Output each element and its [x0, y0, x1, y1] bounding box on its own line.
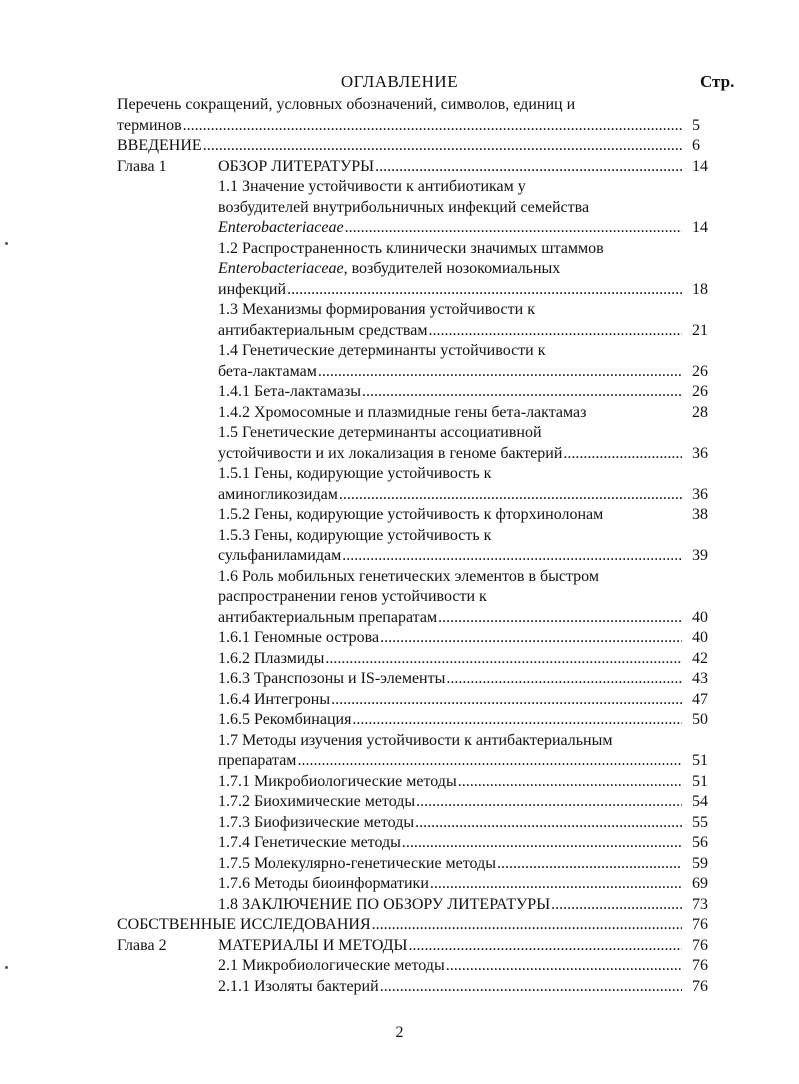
toc-page-number: 54	[692, 793, 708, 810]
toc-entry	[117, 95, 720, 116]
toc-entry	[117, 382, 720, 403]
toc-page-number: 42	[692, 649, 708, 667]
toc-entry-title	[218, 895, 682, 916]
toc-entry-title	[218, 157, 682, 178]
toc-entry-text: 1.6.3 Транспозоны и IS-элементы	[218, 670, 446, 687]
toc-entry	[117, 587, 720, 608]
toc-entry-title	[218, 177, 682, 198]
page-column-label: Стр.	[700, 72, 735, 91]
toc-entry-title	[218, 792, 682, 813]
toc-entry-text: 2.1 Микробиологические методы	[218, 957, 445, 974]
toc-entry-title	[218, 977, 682, 998]
toc-entry-text: 1.6.5 Рекомбинация	[218, 711, 352, 728]
toc-chapter-label: Глава 1	[117, 157, 167, 175]
toc-entry-text: антибактериальным препаратам	[218, 608, 438, 626]
toc-page-number: 76	[692, 977, 708, 995]
toc-entry	[117, 710, 720, 731]
toc-entry-title	[218, 198, 682, 219]
toc-entry-title	[218, 567, 682, 588]
toc-page-number: 38	[692, 506, 708, 523]
toc-entry	[117, 505, 720, 526]
toc-entry-text: 1.3 Механизмы формирования устойчивости к	[218, 301, 535, 318]
toc-entry-title	[218, 341, 682, 362]
toc-entry	[117, 792, 720, 813]
toc-entry-text: 1.5 Генетические детерминанты ассоциативной	[218, 424, 542, 441]
toc-page-number: 40	[692, 608, 708, 626]
toc-page-number: 14	[692, 219, 708, 236]
toc-entry-text-suffix: , возбудителей нозокомиальных	[343, 260, 561, 277]
toc-entry-text: устойчивости и их локализация в геноме бактерий	[218, 444, 563, 462]
toc-entry-title	[218, 505, 682, 526]
toc-entry-title	[218, 874, 682, 895]
toc-entry-text: 1.6.1 Геномные острова	[218, 629, 380, 646]
toc-entry-title	[117, 136, 682, 157]
toc-entry-title	[218, 833, 682, 854]
toc-entry	[117, 669, 720, 690]
toc-entry	[117, 854, 720, 875]
toc-entry-title	[218, 403, 682, 424]
toc-entry-title	[218, 546, 682, 567]
toc-entry	[117, 956, 720, 977]
toc-entry-text: 1.1 Значение устойчивости к антибиотикам у	[218, 178, 526, 195]
toc-page-number: 21	[692, 321, 708, 339]
toc-entry-title	[218, 526, 682, 547]
toc-entry-title	[218, 362, 682, 383]
toc-entry-text: аминогликозидам	[218, 485, 338, 503]
toc-entry	[117, 300, 720, 321]
toc-entry	[117, 813, 720, 834]
toc-entry-text: 1.5.3 Гены, кодирующие устойчивость к	[218, 526, 492, 544]
toc-entry-text: возбудителей внутрибольничных инфекций семейства	[218, 198, 590, 216]
toc-entry-title	[218, 751, 682, 772]
toc-page-number: 26	[692, 383, 708, 400]
toc-entry-title	[218, 382, 682, 403]
toc-page-number: 36	[692, 444, 708, 462]
toc-entry-text: инфекций	[218, 280, 287, 298]
toc-entry	[117, 977, 720, 998]
toc-entry-text: 1.8 ЗАКЛЮЧЕНИЕ ПО ОБЗОРУ ЛИТЕРАТУРЫ	[218, 895, 551, 913]
toc-entry-text: 1.7.4 Генетические методы	[218, 834, 401, 851]
toc-page-number: 76	[692, 916, 708, 933]
toc-entry-text: препаратам	[218, 752, 297, 769]
toc-entry-text: ВВЕДЕНИЕ	[117, 137, 202, 154]
toc-entry	[117, 423, 720, 444]
toc-entry-title	[218, 649, 682, 670]
toc-entry-title	[218, 690, 682, 711]
toc-entry-text: 1.4 Генетические детерминанты устойчивости к	[218, 342, 546, 359]
toc-page-number: 59	[692, 854, 708, 872]
toc-entry	[117, 218, 720, 239]
toc-entry	[117, 936, 720, 957]
toc-entry-text: антибактериальным средствам	[218, 321, 428, 339]
toc-entry-text: 2.1.1 Изоляты бактерий	[218, 977, 379, 995]
toc-entry-title	[218, 444, 682, 465]
toc-entry	[117, 833, 720, 854]
toc-entry-title	[218, 936, 682, 957]
toc-entry-text: 1.2 Распространенность клинически значимых штаммов	[218, 239, 604, 257]
toc-entry-title	[218, 485, 682, 506]
toc-entry	[117, 628, 720, 649]
toc-entry-text: МАТЕРИАЛЫ И МЕТОДЫ	[218, 936, 408, 954]
toc-entry-title	[218, 608, 682, 629]
toc-page-number: 26	[692, 362, 708, 380]
toc-entry-text: 1.6 Роль мобильных генетических элементов в быстром	[218, 567, 599, 585]
toc-entry-text: терминов	[117, 116, 182, 134]
toc-page-number: 50	[692, 711, 708, 728]
toc-entry	[117, 239, 720, 260]
toc-entry	[117, 567, 720, 588]
toc-page-number: 5	[692, 116, 700, 134]
toc-entry-title	[218, 628, 682, 649]
toc-page-number: 36	[692, 485, 708, 503]
toc-page-number: 76	[692, 936, 708, 954]
toc-entry-text: 1.7 Методы изучения устойчивости к антибактериальным	[218, 731, 613, 749]
toc-entry-text: распространении генов устойчивости к	[218, 588, 487, 605]
toc-entry-title	[218, 710, 682, 731]
toc-entry-title	[218, 280, 682, 301]
toc-entry-title	[218, 218, 682, 239]
toc-page-number: 56	[692, 834, 708, 851]
toc-entry-text: 1.4.2 Хромосомные и плазмидные гены бета-лактамаз	[218, 403, 587, 421]
toc-page-number: 14	[692, 157, 708, 175]
toc-page-number: 76	[692, 957, 708, 974]
toc-entry-text: Enterobacteriaceae	[218, 260, 344, 277]
toc-page-number: 39	[692, 547, 708, 564]
toc-entry	[117, 772, 720, 793]
toc-entry	[117, 403, 720, 424]
toc-entry-title	[117, 95, 682, 116]
toc-entry	[117, 915, 720, 936]
toc-page-number: 55	[692, 813, 708, 831]
toc-entry	[117, 546, 720, 567]
toc-entry	[117, 526, 720, 547]
toc-page-number: 43	[692, 670, 708, 687]
toc-entry	[117, 259, 720, 280]
toc-entry	[117, 485, 720, 506]
toc-entry-text: 1.6.2 Плазмиды	[218, 649, 325, 667]
toc-entry-title	[218, 300, 682, 321]
toc-entry-title	[218, 321, 682, 342]
toc-entry-text: СОБСТВЕННЫЕ ИССЛЕДОВАНИЯ	[117, 916, 371, 933]
toc-entry	[117, 136, 720, 157]
toc-entry-title	[218, 259, 682, 280]
toc-entry-text: 1.5.1 Гены, кодирующие устойчивость к	[218, 465, 492, 482]
scan-speck	[5, 966, 8, 969]
toc-entry-text: Перечень сокращений, условных обозначений, символов, единиц и	[117, 96, 576, 113]
toc-entry	[117, 157, 720, 178]
toc-entry	[117, 198, 720, 219]
toc-page-number: 51	[692, 772, 708, 790]
toc-entry-text: 1.7.2 Биохимические методы	[218, 793, 416, 810]
toc-entry-text: 1.7.1 Микробиологические методы	[218, 772, 457, 790]
toc-page-number: 6	[692, 137, 700, 154]
toc-entry-text: бета-лактамам	[218, 362, 317, 380]
toc-entry-text: сульфаниламидам	[218, 547, 342, 564]
toc-entry	[117, 751, 720, 772]
toc-entry	[117, 895, 720, 916]
toc-page-number: 51	[692, 752, 708, 769]
toc-entry	[117, 116, 720, 137]
toc-entry-text: 1.6.4 Интегроны	[218, 690, 331, 708]
toc-entry-title	[218, 813, 682, 834]
toc-entry	[117, 649, 720, 670]
toc-entry	[117, 731, 720, 752]
toc-entry	[117, 341, 720, 362]
toc-entry	[117, 444, 720, 465]
toc-entry-title	[218, 854, 682, 875]
page-title: ОГЛАВЛЕНИЕ	[340, 72, 459, 91]
toc-entry	[117, 177, 720, 198]
toc-chapter-label: Глава 2	[117, 936, 167, 954]
toc-entry-text: 1.5.2 Гены, кодирующие устойчивость к фторхинолонам	[218, 506, 604, 523]
toc-entry-title	[117, 915, 682, 936]
toc-entry-title	[218, 239, 682, 260]
toc-entry	[117, 464, 720, 485]
toc-page-number: 40	[692, 629, 708, 646]
toc-entry-title	[218, 731, 682, 752]
toc-entry-text: ОБЗОР ЛИТЕРАТУРЫ	[218, 157, 375, 175]
toc-page-number: 18	[692, 280, 708, 298]
toc-entry	[117, 874, 720, 895]
scan-speck	[5, 242, 8, 245]
toc-page-number: 28	[692, 403, 708, 421]
toc-page-number: 73	[692, 895, 708, 913]
toc-page-number: 47	[692, 690, 708, 708]
toc-entry-title	[218, 587, 682, 608]
toc-entry-text: 1.7.3 Биофизические методы	[218, 813, 415, 831]
toc-entry-title	[218, 956, 682, 977]
toc-entry-text: 1.4.1 Бета-лактамазы	[218, 383, 362, 400]
toc-entry-title	[218, 423, 682, 444]
toc-entry	[117, 608, 720, 629]
toc-entry-title	[218, 772, 682, 793]
toc-entry	[117, 362, 720, 383]
toc-entry-text: 1.7.6 Методы биоинформатики	[218, 875, 429, 892]
toc-entry-title	[117, 116, 682, 137]
toc-entry-text: Enterobacteriaceae	[218, 219, 344, 236]
toc-page-number: 69	[692, 875, 708, 892]
page-number: 2	[395, 1024, 404, 1041]
table-of-contents	[117, 95, 720, 997]
toc-entry-text: 1.7.5 Молекулярно-генетические методы	[218, 854, 496, 872]
toc-entry	[117, 280, 720, 301]
toc-entry-title	[218, 464, 682, 485]
toc-entry	[117, 321, 720, 342]
toc-entry	[117, 690, 720, 711]
toc-entry-title	[218, 669, 682, 690]
